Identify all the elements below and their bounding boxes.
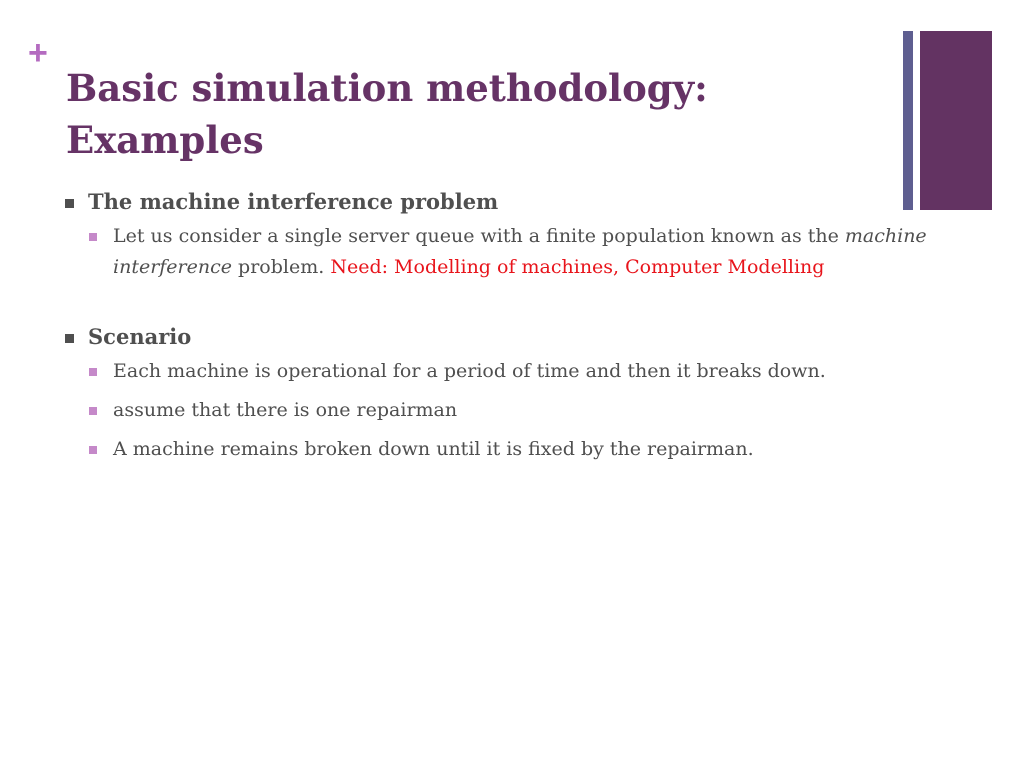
square-bullet-icon (65, 199, 74, 208)
sub-bullet-text: assume that there is one repairman (113, 399, 458, 421)
bullet-heading: Scenario (88, 324, 192, 349)
sub-bullet-broken-until-fixed (62, 434, 953, 465)
bullet-machine-interference-problem (62, 186, 962, 218)
sub-bullet-text: Each machine is operational for a period of time and then it breaks down. (113, 360, 826, 382)
slide-content (62, 186, 962, 473)
sub-bullet-text-after: problem. (232, 256, 331, 278)
bullet-heading: The machine interference problem (88, 189, 499, 214)
decorative-thin-bar (903, 31, 913, 210)
bullet-scenario (62, 321, 962, 353)
slide-title-line-1: Basic simulation methodology: (66, 66, 708, 110)
sub-bullet-text: Let us consider a single server queue with a finite population known as the (113, 225, 845, 247)
square-bullet-icon (89, 407, 97, 415)
sub-bullet-one-repairman (62, 395, 953, 426)
sub-bullet-italic-text: machine interference (113, 225, 927, 278)
square-bullet-icon (89, 233, 97, 241)
sub-bullet-text: A machine remains broken down until it is fixed by the repairman. (113, 438, 754, 460)
decorative-thick-bar (920, 31, 992, 210)
sub-bullet-machine-operational (62, 356, 953, 387)
sub-bullet-queue-description (62, 221, 953, 283)
slide-title (66, 62, 886, 166)
sub-bullet-highlight-text: Need: Modelling of machines, Computer Modelling (330, 256, 825, 278)
square-bullet-icon (89, 446, 97, 454)
slide-title-line-2: Examples (66, 118, 264, 162)
square-bullet-icon (89, 368, 97, 376)
square-bullet-icon (65, 334, 74, 343)
plus-icon: + (28, 34, 48, 72)
